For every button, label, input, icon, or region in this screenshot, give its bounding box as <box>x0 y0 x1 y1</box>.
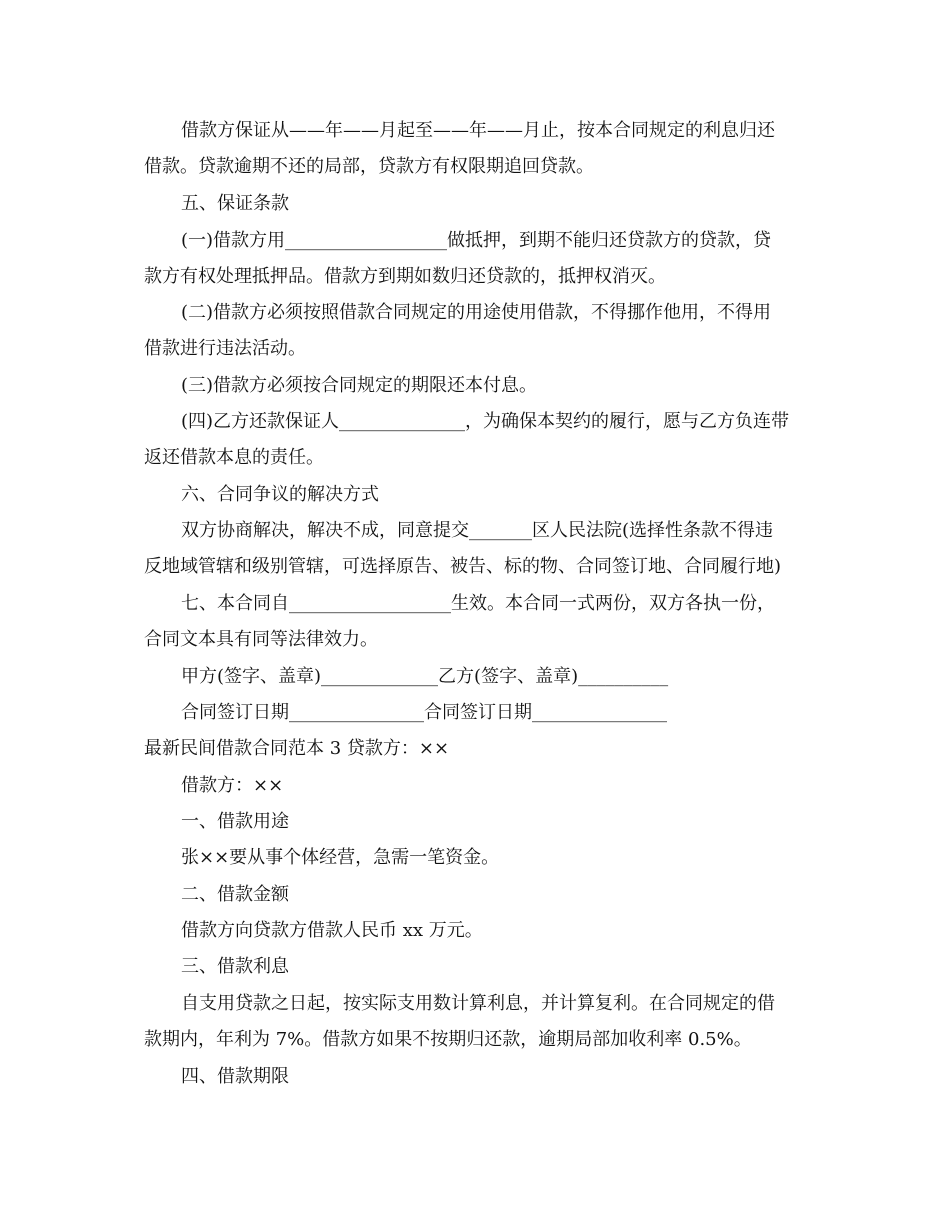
signature-date-line: 合同签订日期_______________合同签订日期_______________ <box>181 702 667 723</box>
section-heading: 六、合同争议的解决方式 <box>181 484 379 505</box>
document-title: 最新民间借款合同范本 3 贷款方：×× <box>144 738 450 759</box>
paragraph-line: 借款。贷款逾期不还的局部，贷款方有权限期追回贷款。 <box>144 156 594 177</box>
paragraph-line: 借款方向贷款方借款人民币 xx 万元。 <box>181 920 483 941</box>
section-heading: 三、借款利息 <box>181 956 289 977</box>
section-heading: 四、借款期限 <box>181 1066 289 1087</box>
paragraph-line: 双方协商解决，解决不成，同意提交_______区人民法院(选择性条款不得违 <box>181 520 774 541</box>
paragraph-line: (四)乙方还款保证人______________，为确保本契约的履行，愿与乙方负连带 <box>181 411 790 432</box>
section-heading: 二、借款金额 <box>181 884 289 905</box>
paragraph-line: 合同文本具有同等法律效力。 <box>144 629 378 650</box>
paragraph-line: (三)借款方必须按合同规定的期限还本付息。 <box>181 375 538 396</box>
paragraph-line: 反地域管辖和级别管辖，可选择原告、被告、标的物、合同签订地、合同履行地) <box>144 556 782 577</box>
paragraph-line: 张××要从事个体经营，急需一笔资金。 <box>181 847 500 868</box>
section-heading: 一、借款用途 <box>181 811 289 832</box>
paragraph-line: 借款进行违法活动。 <box>144 338 306 359</box>
paragraph-line: 借款方保证从——年——月起至——年——月止，按本合同规定的利息归还 <box>181 120 775 141</box>
signature-line: 甲方(签字、盖章)_____________乙方(签字、盖章)__________ <box>181 666 669 687</box>
paragraph-line: (一)借款方用__________________做抵押，到期不能归还贷款方的贷款，贷 <box>181 230 772 251</box>
section-heading: 五、保证条款 <box>181 193 289 214</box>
paragraph-line: 款期内，年利为 7%。借款方如果不按期归还款，逾期局部加收利率 0.5%。 <box>144 1029 752 1050</box>
paragraph-line: 七、本合同自__________________生效。本合同一式两份，双方各执一份， <box>181 593 775 614</box>
paragraph-line: 自支用贷款之日起，按实际支用数计算利息，并计算复利。在合同规定的借 <box>181 993 775 1014</box>
paragraph-line: 借款方：×× <box>181 775 284 796</box>
paragraph-line: (二)借款方必须按照借款合同规定的用途使用借款，不得挪作他用，不得用 <box>181 302 772 323</box>
paragraph-line: 返还借款本息的责任。 <box>144 447 324 468</box>
paragraph-line: 款方有权处理抵押品。借款方到期如数归还贷款的，抵押权消灭。 <box>144 266 666 287</box>
